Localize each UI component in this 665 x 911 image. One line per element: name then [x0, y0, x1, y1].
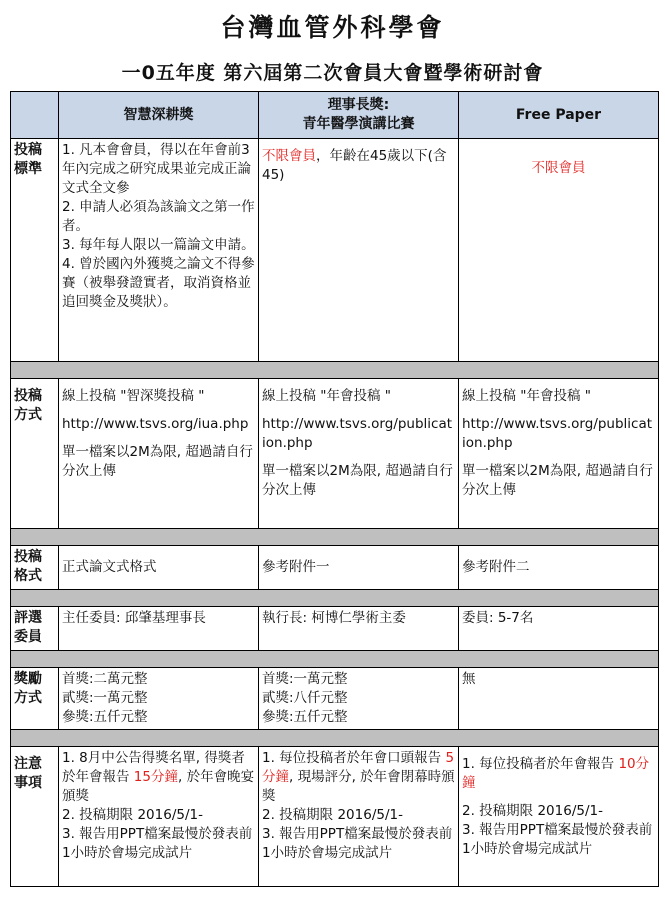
row-label-notes: 注意 事項 — [11, 747, 59, 887]
notes-item-1-free: 1. 每位投稿者於年會報告 10分鐘 — [462, 756, 650, 791]
notes-ppt-president: 3. 報告用PPT檔案最慢於發表前1小時於會場完成試片 — [262, 826, 453, 861]
header-president-award-line1: 理事長獎: — [327, 97, 390, 113]
row-criteria — [11, 139, 659, 362]
judges-president-award: 執行長: 柯博仁學術主委 — [259, 607, 459, 651]
row-method — [11, 379, 659, 529]
judges-smart-award: 主任委員: 邱肇基理事長 — [59, 607, 259, 651]
header-corner — [11, 92, 59, 139]
notes-deadline-free: 2. 投稿期限 2016/5/1- — [462, 803, 603, 819]
header-row — [11, 92, 659, 139]
notes-item-1-president: 1. 每位投稿者於年會口頭報告 5分鐘, 現場評分, 於年會閉幕時頒獎 — [262, 750, 455, 804]
criteria-age-limit: ，年齡在45歲以下(含45) — [262, 148, 447, 183]
header-president-award — [259, 92, 459, 139]
separator-row — [11, 651, 659, 668]
awards-free-paper: 無 — [459, 668, 659, 730]
method-link-1[interactable]: http://www.tsvs.org/iua.php — [62, 416, 249, 432]
award-second-2: 貳獎:八仟元整 — [262, 690, 348, 706]
method-link-2[interactable]: http://www.tsvs.org/publication.php — [262, 416, 453, 451]
header-smart-award: 智慧深耕獎 — [59, 92, 259, 139]
criteria-president-award — [259, 139, 459, 362]
format-president-award: 參考附件一 — [259, 546, 459, 590]
criteria-free-paper — [459, 139, 659, 362]
page-title: 台灣血管外科學會 — [220, 13, 445, 42]
criteria-free-paper-red: 不限會員 — [531, 160, 586, 176]
award-second-1: 貳獎:一萬元整 — [62, 690, 148, 706]
row-label-judges: 評選 委員 — [11, 607, 59, 651]
judges-free-paper: 委員: 5-7名 — [459, 607, 659, 651]
separator-row — [11, 529, 659, 546]
header-free-paper: Free Paper — [459, 92, 659, 139]
row-label-format: 投稿 格式 — [11, 546, 59, 590]
row-notes — [11, 747, 659, 887]
notes-deadline-smart: 2. 投稿期限 2016/5/1- — [62, 807, 203, 823]
award-third-1: 參獎:五仟元整 — [62, 709, 148, 725]
format-free-paper: 參考附件二 — [459, 546, 659, 590]
separator-row — [11, 590, 659, 607]
notes-ppt-free: 3. 報告用PPT檔案最慢於發表前1小時於會場完成試片 — [462, 822, 653, 857]
row-label-awards: 獎勵 方式 — [11, 668, 59, 730]
method-link-3[interactable]: http://www.tsvs.org/publication.php — [462, 416, 653, 451]
notes-free-paper — [459, 747, 659, 887]
award-table — [10, 91, 659, 887]
award-third-2: 參獎:五仟元整 — [262, 709, 348, 725]
method-smart-award — [59, 379, 259, 529]
criteria-open-membership-red: 不限會員 — [262, 148, 316, 164]
method-file-limit-3: 單一檔案以2M為限, 超過請自行分次上傳 — [462, 463, 653, 498]
award-first-1: 首獎:二萬元整 — [62, 671, 148, 687]
row-label-criteria: 投稿 標準 — [11, 139, 59, 362]
row-format — [11, 546, 659, 590]
award-first-2: 首獎:一萬元整 — [262, 671, 348, 687]
criteria-item-4: 4. 曾於國內外獲獎之論文不得參賽（被舉發證實者，取消資格並追回獎金及獎狀）。 — [62, 256, 255, 310]
criteria-item-3: 3. 每年每人限以一篇論文申請。 — [62, 237, 255, 253]
method-file-limit-1: 單一檔案以2M為限, 超過請自行分次上傳 — [62, 444, 253, 479]
notes-president-award — [259, 747, 459, 887]
criteria-item-2: 2. 申請人必須為該論文之第一作者。 — [62, 199, 255, 234]
method-file-limit-2: 單一檔案以2M為限, 超過請自行分次上傳 — [262, 463, 453, 498]
method-submit-text-2: 線上投稿 "年會投稿 " — [262, 388, 392, 404]
header-president-award-line2: 青年醫學演講比賽 — [302, 116, 415, 132]
method-submit-text-3: 線上投稿 "年會投稿 " — [462, 388, 592, 404]
criteria-item-1: 1. 凡本會會員，得以在年會前3年內完成之研究成果並完成正論文式全文參 — [62, 142, 251, 196]
row-label-method: 投稿 方式 — [11, 379, 59, 529]
notes-ppt-smart: 3. 報告用PPT檔案最慢於發表前1小時於會場完成試片 — [62, 826, 253, 861]
separator-row — [11, 362, 659, 379]
awards-smart-award — [59, 668, 259, 730]
page-subtitle: 一0五年度 第六屆第二次會員大會暨學術研討會 — [121, 62, 544, 84]
method-free-paper — [459, 379, 659, 529]
method-submit-text-1: 線上投稿 "智深獎投稿 " — [62, 388, 205, 404]
notes-item-1-smart: 1. 8月中公告得獎名單, 得獎者於年會報告 15分鐘, 於年會晚宴頒獎 — [62, 750, 255, 804]
criteria-smart-award — [59, 139, 259, 362]
row-awards — [11, 668, 659, 730]
notes-deadline-president: 2. 投稿期限 2016/5/1- — [262, 807, 403, 823]
notes-smart-award — [59, 747, 259, 887]
row-judges — [11, 607, 659, 651]
separator-row — [11, 730, 659, 747]
method-president-award — [259, 379, 459, 529]
format-smart-award: 正式論文式格式 — [59, 546, 259, 590]
awards-president-award — [259, 668, 459, 730]
